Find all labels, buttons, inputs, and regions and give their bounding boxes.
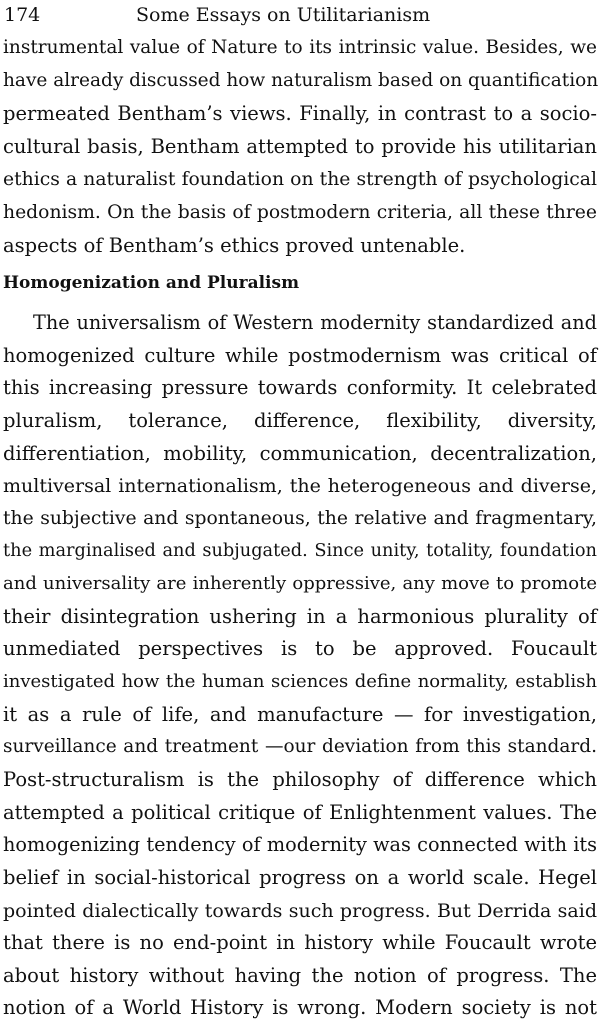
text-line: instrumental value of Nature to its intrinsic value. Besides, we: [3, 37, 597, 58]
text-line: Post-structuralism is the philosophy of difference which: [3, 768, 597, 791]
text-line: the subjective and spontaneous, the relative and fragmentary,: [3, 508, 597, 529]
text-line: attempted a political critique of Enlightenment values. The: [3, 801, 597, 824]
text-line: The universalism of Western modernity standardized and: [33, 311, 597, 334]
text-line: about history without having the notion of progress. The: [3, 964, 597, 987]
text-line: hedonism. On the basis of postmodern criteria, all these three: [3, 202, 597, 223]
text-line: this increasing pressure towards conformity. It celebrated: [3, 376, 597, 399]
text-line: pointed dialectically towards such progress. But Derrida said: [3, 900, 597, 922]
section-heading: Homogenization and Pluralism: [3, 273, 300, 293]
book-title: Some Essays on Utilitarianism: [136, 4, 431, 26]
text-line: differentiation, mobility, communication, decentralization,: [3, 442, 597, 465]
text-line: homogenized culture while postmodernism was critical of: [3, 344, 597, 367]
running-head: [4, 2, 596, 28]
text-line: notion of a World History is wrong. Modern society is not: [3, 996, 597, 1019]
text-line: belief in social-historical progress on a world scale. Hegel: [3, 866, 597, 889]
text-line: pluralism, tolerance, difference, flexibility, diversity,: [3, 409, 597, 432]
text-line: unmediated perspectives is to be approved. Foucault: [3, 637, 597, 660]
text-line: their disintegration ushering in a harmonious plurality of: [3, 605, 597, 628]
text-line: that there is no end-point in history while Foucault wrote: [3, 931, 597, 954]
text-line: ethics a naturalist foundation on the strength of psychological: [3, 169, 597, 190]
text-line: permeated Bentham’s views. Finally, in contrast to a socio-: [3, 102, 597, 125]
text-line: it as a rule of life, and manufacture — for investigation,: [3, 703, 597, 726]
text-line: multiversal internationalism, the heterogeneous and diverse,: [3, 475, 597, 497]
text-line: surveillance and treatment —our deviation from this standard.: [3, 736, 597, 757]
text-line: cultural basis, Bentham attempted to provide his utilitarian: [3, 135, 597, 158]
text-line: and universality are inherently oppressive, any move to promote: [3, 573, 597, 594]
text-line: the marginalised and subjugated. Since unity, totality, foundation: [3, 541, 597, 561]
text-line: homogenizing tendency of modernity was connected with its: [3, 833, 597, 856]
text-line: aspects of Bentham’s ethics proved untenable.: [3, 234, 466, 257]
text-line: have already discussed how naturalism based on quantification: [3, 70, 599, 91]
text-line: investigated how the human sciences define normality, establish: [3, 671, 597, 692]
page-number: 174: [4, 4, 41, 26]
